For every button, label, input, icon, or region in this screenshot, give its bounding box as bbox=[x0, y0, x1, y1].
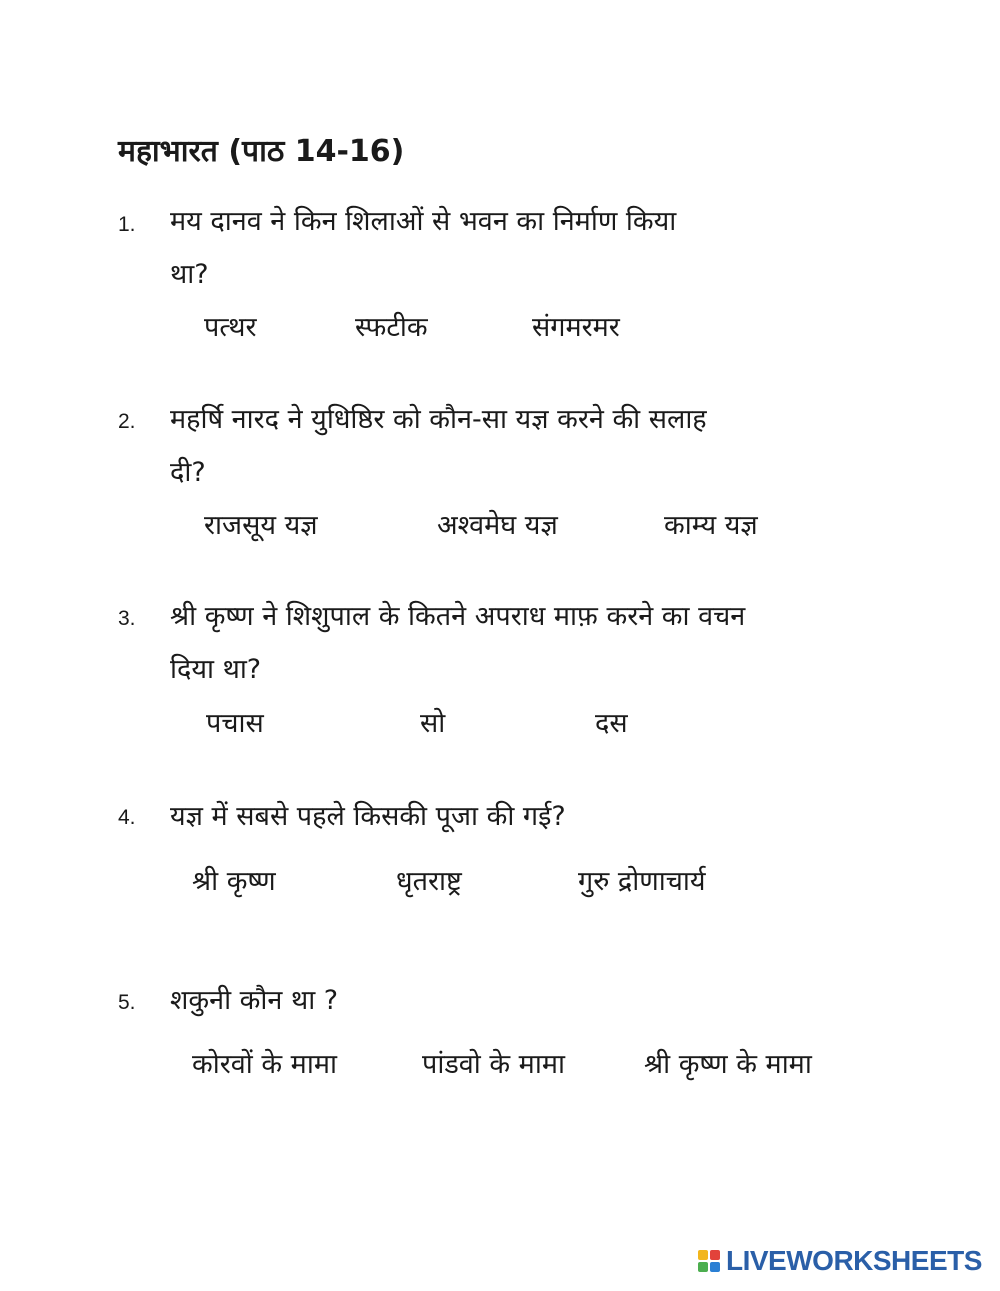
question-4-number: 4. bbox=[118, 806, 136, 829]
question-4-text-line-1: यज्ञ में सबसे पहले किसकी पूजा की गई? bbox=[170, 801, 566, 832]
question-1-number: 1. bbox=[118, 213, 136, 236]
question-3-number: 3. bbox=[118, 607, 136, 630]
logo-block bbox=[710, 1250, 720, 1260]
logo-text: LIVEWORKSHEETS bbox=[726, 1245, 982, 1276]
question-5-number: 5. bbox=[118, 991, 136, 1014]
question-2-number: 2. bbox=[118, 410, 136, 433]
question-4-option-1[interactable]: श्री कृष्ण bbox=[192, 866, 276, 897]
question-1-option-2[interactable]: स्फटीक bbox=[355, 312, 428, 343]
question-4-option-2[interactable]: धृतराष्ट्र bbox=[396, 866, 462, 897]
question-1-option-3[interactable]: संगमरमर bbox=[532, 312, 620, 343]
question-5-text-line-1: शकुनी कौन था ? bbox=[170, 985, 339, 1016]
question-2-option-2[interactable]: अश्वमेघ यज्ञ bbox=[437, 510, 558, 541]
liveworksheets-logo bbox=[698, 1246, 982, 1276]
question-1-text-line-2: था? bbox=[170, 259, 209, 290]
question-3-text-line-1: श्री कृष्ण ने शिशुपाल के कितने अपराध माफ़ करने का वचन bbox=[170, 601, 746, 632]
logo-block bbox=[710, 1262, 720, 1272]
question-2-text-line-1: महर्षि नारद ने युधिष्ठिर को कौन-सा यज्ञ करने की सलाह bbox=[170, 404, 707, 435]
question-3-option-2[interactable]: सो bbox=[420, 708, 446, 739]
liveworksheets-logo-icon bbox=[698, 1250, 720, 1272]
question-3-option-1[interactable]: पचास bbox=[206, 708, 264, 739]
question-2-text-line-2: दी? bbox=[170, 457, 206, 488]
question-1-option-1[interactable]: पत्थर bbox=[204, 312, 257, 343]
question-2-option-3[interactable]: काम्य यज्ञ bbox=[664, 510, 758, 541]
logo-block bbox=[698, 1262, 708, 1272]
question-2-option-1[interactable]: राजसूय यज्ञ bbox=[204, 510, 318, 541]
question-5-option-3[interactable]: श्री कृष्ण के मामा bbox=[644, 1049, 812, 1080]
question-5-option-1[interactable]: कोरवों के मामा bbox=[192, 1049, 337, 1080]
question-5-option-2[interactable]: पांडवो के मामा bbox=[422, 1049, 565, 1080]
question-4-option-3[interactable]: गुरु द्रोणाचार्य bbox=[578, 866, 706, 897]
logo-block bbox=[698, 1250, 708, 1260]
question-3-option-3[interactable]: दस bbox=[595, 708, 628, 739]
question-1-text-line-1: मय दानव ने किन शिलाओं से भवन का निर्माण किया bbox=[170, 206, 677, 237]
page-title: महाभारत (पाठ 14-16) bbox=[118, 134, 405, 169]
question-3-text-line-2: दिया था? bbox=[170, 654, 262, 685]
